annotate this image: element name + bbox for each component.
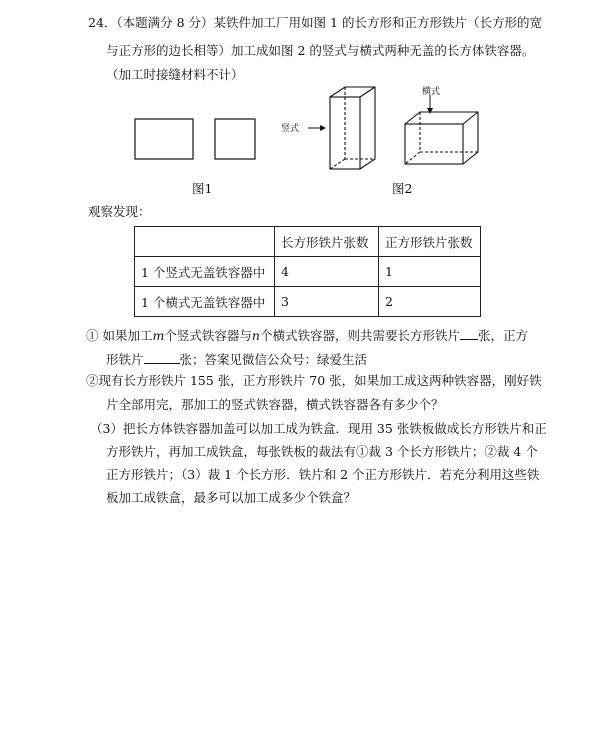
q1-blank-square[interactable] [144, 351, 180, 364]
q1-line2-a: 形铁片 [106, 352, 144, 367]
question-3-line-3: 正方形铁片；（3）裁 1 个长方形．铁片和 2 个正方形铁片．若充分利用这些铁 [106, 467, 540, 482]
question-3-line-2: 方形铁片，再加工成铁盒，每张铁板的裁法有①裁 3 个长方形铁片；②裁 4 个 [106, 444, 538, 459]
table-header-cell: 长方形铁片张数 [275, 227, 379, 257]
problem-intro-1: （本题满分 8 分）某铁件加工厂用如图 1 的长方形和正方形铁片（长方形的宽 [116, 15, 542, 30]
table-header-cell: 正方形铁片张数 [379, 227, 481, 257]
figure-1 [130, 115, 260, 165]
problem-intro-2: 与正方形的边长相等）加工成如图 2 的竖式与横式两种无盖的长方体铁容器。 [106, 43, 535, 58]
q1-blank-rect[interactable] [460, 327, 478, 340]
problem-number: 24． [88, 15, 117, 30]
horizontal-arrow [427, 95, 433, 114]
q1-var-m: m [152, 328, 165, 343]
question-3-line-4: 板加工成铁盒，最多可以加工成多少个铁盒？ [106, 490, 357, 505]
q1-marker: ① [86, 328, 99, 343]
table-cell: 1 个横式无盖铁容器中 [135, 287, 275, 317]
observe-label: 观察发现： [88, 204, 151, 219]
table-header-row [135, 227, 481, 257]
vertical-arrow [308, 125, 326, 131]
question-3-line-1: （3）把长方体铁容器加盖可以加工成为铁盒．现用 35 张铁板做成长方形铁片和正 [90, 421, 547, 436]
table-row [135, 287, 481, 317]
horizontal-box [405, 112, 478, 164]
q1-text-b: 个竖式铁容器与 [164, 328, 252, 343]
question-1-line-2 [106, 351, 367, 368]
table-cell: 1 [379, 257, 481, 287]
table-header-cell [135, 227, 275, 257]
figure-2-caption: 图2 [392, 181, 413, 196]
q1-var-n: n [251, 328, 260, 343]
vertical-label: 竖式 [281, 124, 300, 134]
horizontal-label: 横式 [422, 87, 441, 97]
question-1-line-1 [86, 327, 528, 344]
table-cell: 1 个竖式无盖铁容器中 [135, 257, 275, 287]
table-cell: 3 [275, 287, 379, 317]
question-2-line-2: 片全部用完，那加工的竖式铁容器，横式铁容器各有多少个？ [106, 397, 444, 412]
table-cell: 2 [379, 287, 481, 317]
observation-table [134, 226, 481, 317]
vertical-box [330, 87, 375, 169]
figure-1-caption: 图1 [192, 181, 213, 196]
q1-line2-b: 张；答案见微信公众号：绿爱生活 [179, 352, 368, 367]
q1-text-c: 个横式铁容器，则共需要长方形铁片 [259, 328, 460, 343]
problem-line-1 [88, 15, 542, 31]
q1-text-d: 张，正方 [477, 328, 528, 343]
question-2-line-1: ②现有长方形铁片 155 张，正方形铁片 70 张，如果加工成这两种铁容器，刚好铁 [86, 373, 542, 388]
q1-text-a: 如果加工 [102, 328, 153, 343]
square-sheet [215, 119, 255, 159]
figure-2 [280, 82, 480, 174]
problem-intro-3: （加工时接缝材料不计） [106, 67, 244, 82]
table-row [135, 257, 481, 287]
rectangle-sheet [135, 119, 193, 159]
table-cell: 4 [275, 257, 379, 287]
